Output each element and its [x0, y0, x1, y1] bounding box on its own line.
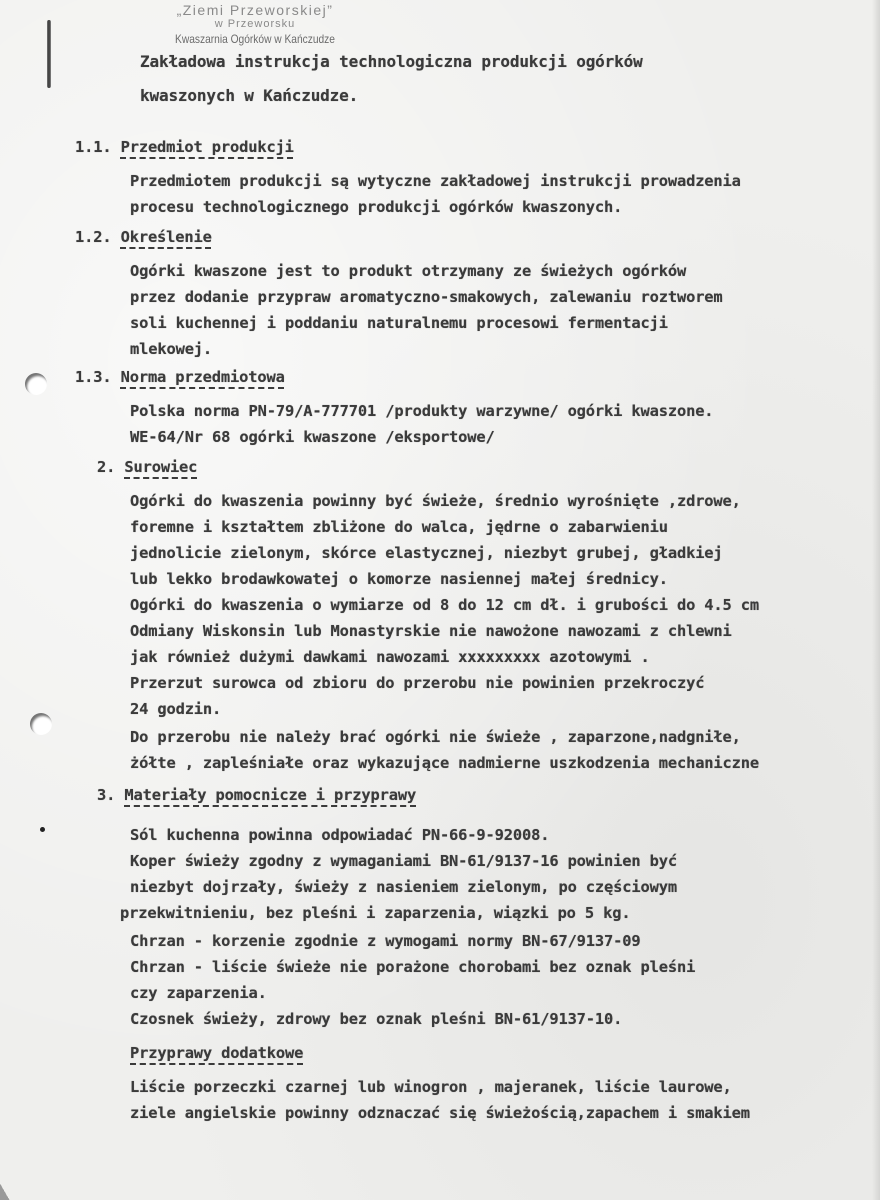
ink-dot [40, 827, 45, 832]
body-line: Polska norma PN-79/A-777701 /produkty warzywne/ ogórki kwaszone. [130, 402, 714, 420]
body-line: Chrzan - liście świeże nie porażone chorobami bez oznak pleśni [130, 958, 696, 976]
section-title: Przedmiot produkcji [120, 138, 294, 156]
body-line: żółte , zapleśniałe oraz wykazujące nadmierne uszkodzenia mechaniczne [130, 754, 760, 772]
stamp-line-3: Kwaszarnia Ogórków w Kańczudze [175, 32, 335, 46]
stamp-line-1: „Ziemi Przeworskiej” [176, 2, 334, 18]
body-line: procesu technologicznego produkcji ogórków kwaszonych. [130, 198, 623, 216]
section-heading [97, 786, 416, 804]
section-title: Określenie [120, 228, 212, 246]
section-title: Materiały pomocnicze i przyprawy [124, 786, 417, 804]
staple-icon [47, 20, 51, 88]
body-line: przez dodanie przypraw aromatyczno-smakowych, zalewaniu roztworem [130, 288, 723, 306]
body-line: Do przerobu nie należy brać ogórki nie świeże , zaparzone,nadgniłe, [130, 728, 741, 746]
body-line: WE-64/Nr 68 ogórki kwaszone /eksportowe/ [130, 428, 495, 446]
body-line: Liście porzeczki czarnej lub winogron , majeranek, liście laurowe, [130, 1078, 732, 1096]
stamp-line-2: w Przeworsku [214, 18, 296, 30]
body-line: Ogórki do kwaszenia o wymiarze od 8 do 12 cm dł. i grubości do 4.5 cm [130, 596, 760, 614]
body-line: Ogórki do kwaszenia powinny być świeże, średnio wyrośnięte ,zdrowe, [130, 492, 741, 510]
page-edge-shadow [872, 0, 880, 1200]
company-stamp [140, 0, 370, 46]
section-title: Surowiec [124, 458, 198, 476]
section-heading [75, 228, 212, 246]
section-heading [75, 368, 285, 386]
section-number: 2. [97, 458, 116, 476]
section-title: Przyprawy dodatkowe [130, 1044, 304, 1062]
section-heading [97, 458, 197, 476]
body-line: Odmiany Wiskonsin lub Monastyrskie nie nawożone nawozami z chlewni [130, 622, 732, 640]
body-line: foremne i kształtem zbliżone do walca, jędrne o zabarwieniu [130, 518, 668, 536]
section-number: 1.1. [75, 138, 112, 156]
body-line: ziele angielskie powinny odznaczać się świeżością,zapachem i smakiem [130, 1104, 750, 1122]
section-number: 3. [97, 786, 116, 804]
body-line: czy zaparzenia. [130, 984, 267, 1002]
section-heading [130, 1044, 303, 1062]
body-line: przekwitnieniu, bez pleśni i zaparzenia, wiązki po 5 kg. [120, 904, 631, 922]
body-line: jak również dużymi dawkami nawozami xxxxxxxxx azotowymi . [130, 648, 650, 666]
corner-fold [0, 1166, 12, 1200]
body-line: lub lekko brodawkowatej o komorze nasiennej małej średnicy. [130, 570, 668, 588]
section-number: 1.2. [75, 228, 112, 246]
section-number: 1.3. [75, 368, 112, 386]
body-line: Ogórki kwaszone jest to produkt otrzymany ze świeżych ogórków [130, 262, 687, 280]
body-line: jednolicie zielonym, skórce elastycznej, niezbyt grubej, gładkiej [130, 544, 723, 562]
document-title-line-2: kwaszonych w Kańczudze. [140, 86, 359, 105]
body-line: Przerzut surowca od zbioru do przerobu nie powinien przekroczyć [130, 674, 705, 692]
body-line: 24 godzin. [130, 700, 222, 718]
body-line: soli kuchennej i poddaniu naturalnemu procesowi fermentacji [130, 314, 668, 332]
punch-hole-icon [30, 713, 52, 735]
body-line: niezbyt dojrzały, świeży z nasieniem zielonym, po częściowym [130, 878, 677, 896]
body-line: Sól kuchenna powinna odpowiadać PN-66-9-92008. [130, 826, 550, 844]
body-line: mlekowej. [130, 340, 213, 358]
body-line: Czosnek świeży, zdrowy bez oznak pleśni BN-61/9137-10. [130, 1010, 623, 1028]
punch-hole-icon [25, 373, 47, 395]
body-line: Koper świeży zgodny z wymaganiami BN-61/9137-16 powinien być [130, 852, 677, 870]
section-heading [75, 138, 294, 156]
section-title: Norma przedmiotowa [120, 368, 285, 386]
body-line: Przedmiotem produkcji są wytyczne zakładowej instrukcji prowadzenia [130, 172, 741, 190]
body-line: Chrzan - korzenie zgodnie z wymogami normy BN-67/9137-09 [130, 932, 641, 950]
document-title-line-1: Zakładowa instrukcja technologiczna produkcji ogórków [140, 52, 643, 71]
